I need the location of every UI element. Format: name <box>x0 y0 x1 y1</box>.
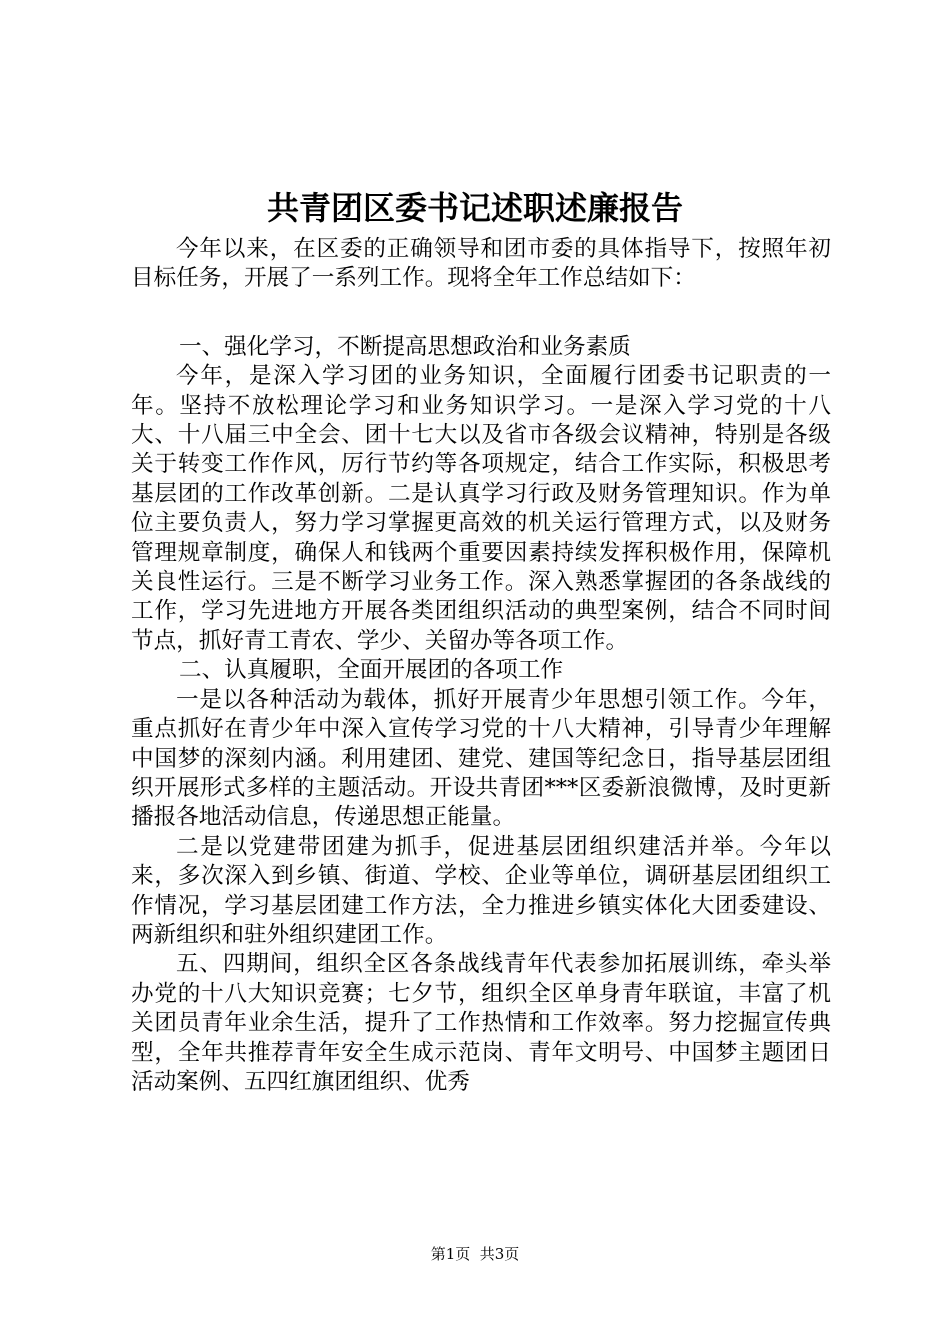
intro-paragraph: 今年以来，在区委的正确领导和团市委的具体指导下，按照年初目标任务，开展了一系列工作。现将全年工作总结如下： <box>131 236 831 292</box>
body-paragraph: 今年，是深入学习团的业务知识，全面履行团委书记职责的一年。坚持不放松理论学习和业务知识学习。一是深入学习党的十八大、十八届三中全会、团十七大以及省市各级会议精神，特别是各级关于转变工作作风，厉行节约等各项规定，结合工作实际，积极思考基层团的工作改革创新。二是认真学习行政及财务管理知识。作为单位主要负责人，努力学习掌握更高效的机关运行管理方式，以及财务管理规章制度，确保人和钱两个重要因素持续发挥积极作用，保障机关良性运行。三是不断学习业务工作。深入熟悉掌握团的各条战线的工作，学习先进地方开展各类团组织活动的典型案例，结合不同时间节点，抓好青工青农、学少、关留办等各项工作。 <box>131 363 831 654</box>
section-heading-2: 二、认真履职，全面开展团的各项工作 <box>179 657 564 684</box>
page-number-label: 第1页 共3页 <box>430 1245 520 1263</box>
section-heading-1: 一、强化学习，不断提高思想政治和业务素质 <box>179 333 631 360</box>
body-paragraph: 五、四期间，组织全区各条战线青年代表参加拓展训练，牵头举办党的十八大知识竞赛；七夕节，组织全区单身青年联谊，丰富了机关团员青年业余生活，提升了工作热情和工作效率。努力挖掘宣传典型，全年共推荐青年安全生成示范岗、青年文明号、中国梦主题团日活动案例、五四红旗团组织、优秀 <box>131 951 831 1095</box>
document-body <box>131 235 831 1097</box>
document-title: 共青团区委书记述职述廉报告 <box>266 189 683 227</box>
body-paragraph: 二是以党建带团建为抓手，促进基层团组织建活并举。今年以来，多次深入到乡镇、街道、学校、企业等单位，调研基层团组织工作情况，学习基层团建工作方法，全力推进乡镇实体化大团委建设、两新组织和驻外组织建团工作。 <box>131 833 831 948</box>
page-footer <box>0 1244 950 1264</box>
body-paragraph: 一是以各种活动为载体，抓好开展青少年思想引领工作。今年，重点抓好在青少年中深入宣传学习党的十八大精神，引导青少年理解中国梦的深刻内涵。利用建团、建党、建国等纪念日，指导基层团组织开展形式多样的主题活动。开设共青团***区委新浪微博，及时更新播报各地活动信息，传递思想正能量。 <box>131 686 831 831</box>
